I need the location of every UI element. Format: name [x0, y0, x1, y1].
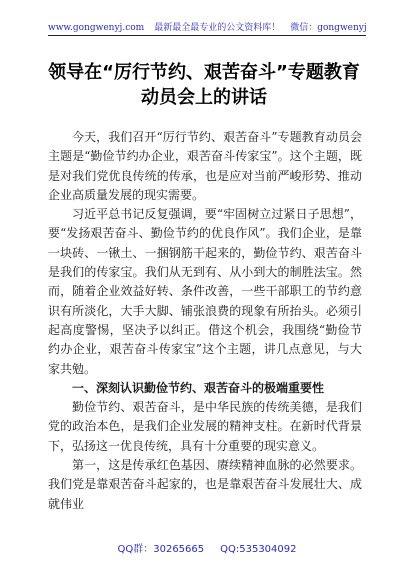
footer-qq: QQ:535304092	[220, 544, 297, 555]
body-paragraph: 第一，这是传承红色基因、赓续精神血脉的必然要求。我们党是靠艰苦奋斗起家的，也是靠艰苦奋斗发展壮大、成就伟业	[48, 458, 362, 511]
page-header	[48, 20, 366, 33]
document-title	[30, 60, 378, 110]
header-wechat: 微信：gongwenyj	[290, 23, 367, 33]
body-paragraph: 今天，我们召开“厉行节约、艰苦奋斗”专题教育动员会主题是“勤俭节约办企业，艰苦奋斗传家宝”。这个主题，既是对我们党优良传统的传承，也是应对当前严峻形势、推动企业高质量发展的现实需要。	[48, 130, 362, 202]
footer-qq-group: QQ群：30265665	[117, 544, 205, 555]
document-body	[48, 128, 362, 514]
header-divider	[48, 35, 366, 36]
title-line-1: 领导在“厉行节约、艰苦奋斗”专题教育	[48, 62, 360, 83]
body-paragraph: 勤俭节约、艰苦奋斗，是中华民族的传统美德，是我们党的政治本色，是我们企业发展的精神支柱。在新时代背景下，弘扬这一优良传统，具有十分重要的现实意义。	[48, 400, 362, 453]
section-heading: 一、深刻认识勤俭节约、艰苦奋斗的极端重要性	[72, 380, 325, 395]
header-slogan: 最新最全最专业的公文资料库！	[154, 23, 281, 33]
body-paragraph: 习近平总书记反复强调，要“牢固树立过紧日子思想”，要“发扬艰苦奋斗、勤俭节约的优良作风”。我们企业，是靠一块砖、一锹土、一捆钢筋干起来的，勤俭节约、艰苦奋斗是我们的传家宝。我们从无到有、从小到大的制胜法宝。然而，随着企业效益好转、条件改善，一些干部职工的节约意识有所淡化，大手大脚、铺张浪费的现象有所抬头。必须引起高度警惕，坚决予以纠正。借这个机会，我围绕“勤俭节约办企业，艰苦奋斗传家宝”这个主题，讲几点意见，与大家共勉。	[48, 207, 362, 376]
title-line-2: 动员会上的讲话	[141, 87, 267, 108]
page-footer	[48, 540, 366, 555]
header-website[interactable]: www.gongwenyj.com	[48, 23, 145, 33]
